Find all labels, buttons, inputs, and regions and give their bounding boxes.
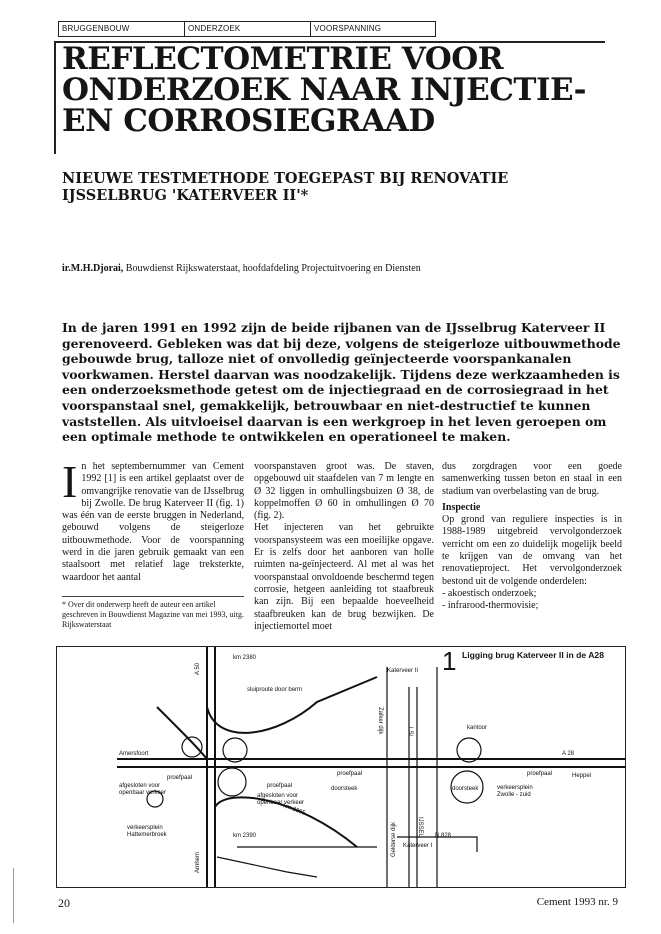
footnote: * Over dit onderwerp heeft de auteur een artikel geschreven in Bouwdienst Magazine van mei 1993, uitg. Rijkswaterstaat xyxy=(62,600,244,629)
section-tags xyxy=(58,21,436,37)
label-n828: N 828 xyxy=(435,833,452,839)
title-line: REFLECTOMETRIE VOOR xyxy=(62,41,504,77)
intro-text: n het septembernummer van Cement 1992 [1] is een artikel geplaatst over de omvangrijke renovatie van de IJsselbrug bij Zwolle. De brug Katerveer II (fig. 1) was één van de eerste bruggen in Nederland, gebouwd volgens de steigerloze uitbouwmethode. Voor de voorspanning werd in die jaren gebruik gemaakt van een staalsoort met relatief lage treksterkte, waardoor het aantal xyxy=(62,461,244,583)
label-katerveer1: Katerveer I xyxy=(403,843,433,849)
body-paragraph: Het injecteren van het gebruikte voorspansysteem was een moeilijke opgave. Er is zelfs door het aanboren van holle ruimten na-geïnjecteerd. Al met al was het voorspanstaal onvoldoende beschermd tegen corrosie, hetgeen aanleiding tot staafbreuk kan zijn. Bij een bepaalde hoeveelheid staafbreuken kan de brug bezwijken. De injectiemortel moet xyxy=(254,522,434,632)
label-verkeersplein: verkeersplein xyxy=(127,825,163,831)
bridge-lanes xyxy=(409,687,417,887)
running-title: Cement 1993 nr. 9 xyxy=(536,896,618,908)
author-name: ir.M.H.Djorai, xyxy=(62,263,124,274)
label-lsl: LSL xyxy=(407,727,413,738)
label-proefpaal: proefpaal xyxy=(527,771,553,777)
author-line xyxy=(62,262,622,275)
label-km2395: km 2395 xyxy=(282,803,306,817)
tag-bruggenbouw: BRUGGENBOUW xyxy=(59,22,185,36)
body-paragraph: Op grond van reguliere inspecties is in 1988-1989 uitgebreid vervolgonderzoek verricht om een zo duidelijk mogelijk beeld te krijgen van de omvang van het renovatieproject. Het vervolgonderzoek bestond uit de volgende onderdelen: xyxy=(442,514,622,587)
interchange-ring xyxy=(218,768,246,796)
label-proefpaal: proefpaal xyxy=(267,783,293,789)
scan-edge-mark xyxy=(13,868,14,923)
label-amersfoort: Amersfoort xyxy=(119,751,149,757)
label-a50: A 50 xyxy=(195,662,201,675)
list-item: - infrarood-thermovisie; xyxy=(442,600,539,612)
label-km2390: km 2390 xyxy=(233,833,257,839)
label-kantoor: kantoor xyxy=(467,725,488,731)
body-paragraph: voorspanstaven groot was. De staven, opgebouwd uit staafdelen van 7 m lengte en Ø 32 liggen in omhullingsbuizen Ø 38, de koppelmoffen Ø 60 in omhullingen Ø 70 (fig. 2). xyxy=(254,461,434,522)
lead-paragraph: In de jaren 1991 en 1992 zijn de beide rijbanen van de IJsselbrug Katerveer II gerenoveerd. Gebleken was dat bij deze, volgens de steigerloze uitbouwmethode gebouwde brug, talloze niet of onvolledig geïnjecteerde voorspankanalen voorkwamen. Herstel daarvan was noodzakelijk. Tijdens deze werkzaamheden is een onderzoeksmethode getest om de injectiegraad en de corrosiegraad in het voorspanstaal snel, gemakkelijk, betrouwbaar en niet-destructief te kunnen vaststellen. Als uitvloeisel daarvan is een werkgroep in het leven geroepen om een optimale methode te ontwikkelen en operationeel te maken. xyxy=(62,320,621,445)
local-roads xyxy=(237,837,477,852)
label-heppel: Heppel xyxy=(572,773,592,779)
label-proefpaal: proefpaal xyxy=(337,771,363,777)
label-afgesloten: afgesloten voor xyxy=(257,793,299,799)
body-paragraph: dus zorgdragen voor een goede samenwerking tussen beton en staal in een stadium van overbelasting van de brug. xyxy=(442,461,622,497)
road-map xyxy=(57,647,625,887)
drop-cap: I xyxy=(62,456,78,507)
article-title xyxy=(62,41,622,139)
label-ijssel: IJSSEL xyxy=(417,817,423,838)
label-zalkerdijk: Zalker dijk xyxy=(377,707,383,735)
label-doorsteek: doorsteek xyxy=(452,786,479,792)
figure-number: 1 xyxy=(442,646,457,676)
column-3 xyxy=(442,461,622,613)
footnote-rule xyxy=(62,596,244,597)
label-afgesloten: openbaar verkeer xyxy=(119,790,167,796)
label-sluiproute: sluiproute door berm xyxy=(247,687,303,693)
page-number: 20 xyxy=(58,896,70,910)
section-heading-inspectie: Inspectie xyxy=(442,501,481,513)
label-afgesloten: afgesloten voor xyxy=(119,783,161,789)
title-rule-vertical xyxy=(54,41,56,154)
figure-map xyxy=(56,646,626,888)
author-affiliation: Bouwdienst Rijkswaterstaat, hoofdafdeling Projectuitvoering en Diensten xyxy=(123,263,421,274)
column-1 xyxy=(62,456,244,584)
label-km2380: km 2380 xyxy=(233,655,257,661)
ramp-nw xyxy=(157,707,207,759)
label-verkeersplein: Hattemerbroek xyxy=(127,832,167,838)
label-proefpaal: proefpaal xyxy=(167,775,193,781)
tag-onderzoek: ONDERZOEK xyxy=(185,22,311,36)
subtitle-line: NIEUWE TESTMETHODE TOEGEPAST BIJ RENOVATIE xyxy=(62,170,509,187)
title-line: ONDERZOEK NAAR INJECTIE- xyxy=(62,72,587,108)
interchange-ring xyxy=(182,737,202,757)
title-line: EN CORROSIEGRAAD xyxy=(62,103,435,139)
label-katerveer2: Katerveer II xyxy=(387,668,419,674)
label-verkeersplein: Zwolle - zuid xyxy=(497,792,531,798)
column-2 xyxy=(254,461,434,633)
label-verkeersplein: verkeersplein xyxy=(497,785,533,791)
subtitle-line: IJSSELBRUG 'KATERVEER II'* xyxy=(62,187,309,204)
label-a28-right: A 28 xyxy=(562,751,575,757)
article-subtitle xyxy=(62,170,602,204)
intro-paragraph xyxy=(62,456,244,584)
label-arnhem: Arnhem xyxy=(195,851,201,873)
ramp-ne xyxy=(207,677,377,733)
tag-voorspanning: VOORSPANNING xyxy=(314,24,382,33)
label-gelderse: Gelderse dijk xyxy=(391,821,397,857)
figure-caption: Ligging brug Katerveer II in de A28 xyxy=(462,650,604,660)
local-road xyxy=(217,857,317,877)
label-afgesloten: openbaar verkeer xyxy=(257,800,305,806)
label-doorsteek: doorsteek xyxy=(331,786,358,792)
list-item: - akoestisch onderzoek; xyxy=(442,587,537,599)
